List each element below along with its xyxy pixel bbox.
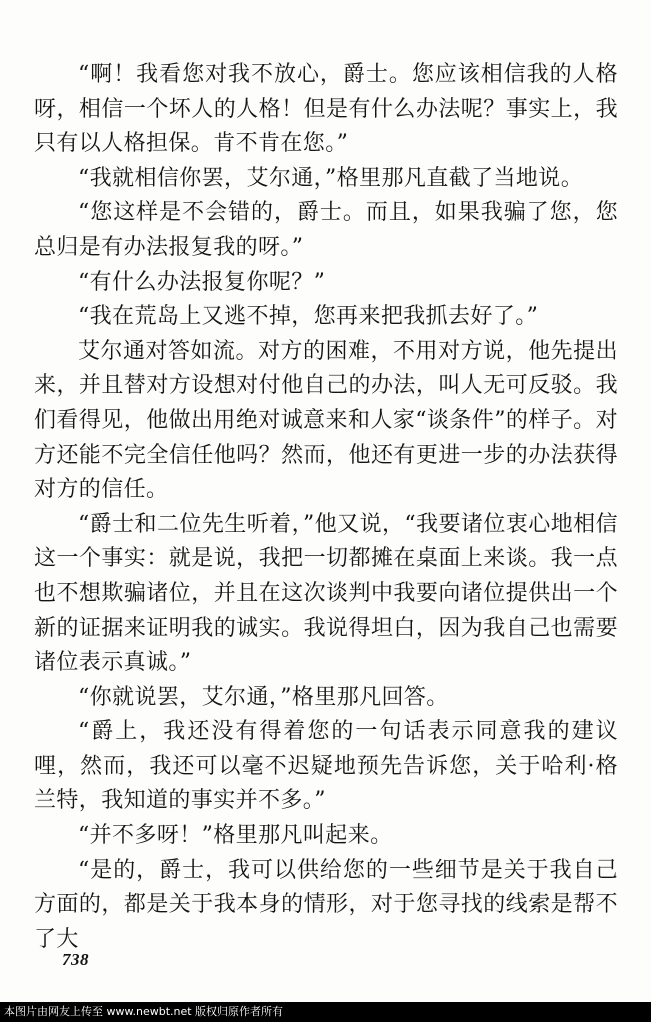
paragraph-3: “您这样是不会错的，爵士。而且，如果我骗了您，您总归是有办法报复我的呀。” [34,200,618,260]
paragraph-1: “啊！我看您对我不放心，爵士。您应该相信我的人格呀，相信一个坏人的人格！但是有什么办法呢？事实上，我只有以人格担保。肯不肯在您。” [34,62,618,157]
watermark-bar [0,1002,651,1022]
paragraph-5: “我在荒岛上又逃不掉，您再来把我抓去好了。” [78,304,539,330]
paragraph-8: “你就说罢，艾尔通，”格里那凡回答。 [78,684,449,710]
page-number: 738 [62,950,89,969]
paragraph-4: “有什么办法报复你呢？” [78,269,326,295]
paragraph-7: “爵士和二位先生听着，”他又说，“我要诸位衷心地相信这一个事实：就是说，我把一切都摊在桌面上来谈。我一点也不想欺骗诸位，并且在这次谈判中我要向诸位提供出一个新的证据来证明我的诚实。我说得坦白，因为我自己也需要诸位表示真诚。” [34,511,618,676]
paragraph-9: “爵上，我还没有得着您的一句话表示同意我的建议哩，然而，我还可以毫不迟疑地预先告诉您，关于哈利·格兰特，我知道的事实并不多。” [34,719,618,814]
paragraph-10: “并不多呀！”格里那凡叫起来。 [78,823,393,849]
paragraph-2: “我就相信你罢，艾尔通，”格里那凡直截了当地说。 [78,165,584,191]
body-text [34,58,618,957]
watermark-text: 本图片由网友上传至 www.newbt.net 版权归原作者所有 [4,1005,284,1018]
paragraph-11: “是的，爵士，我可以供给您的一些细节是关于我自己方面的，都是关于我本身的情形，对于您寻找的线索是帮不了大 [34,857,618,952]
paragraph-6: 艾尔通对答如流。对方的困难，不用对方说，他先提出来，并且替对方设想对付他自己的办法，叫人无可反驳。我们看得见，他做出用绝对诚意来和人家“谈条件”的样子。对方还能不完全信任他吗？然而，他还有更进一步的办法获得对方的信任。 [34,338,618,503]
